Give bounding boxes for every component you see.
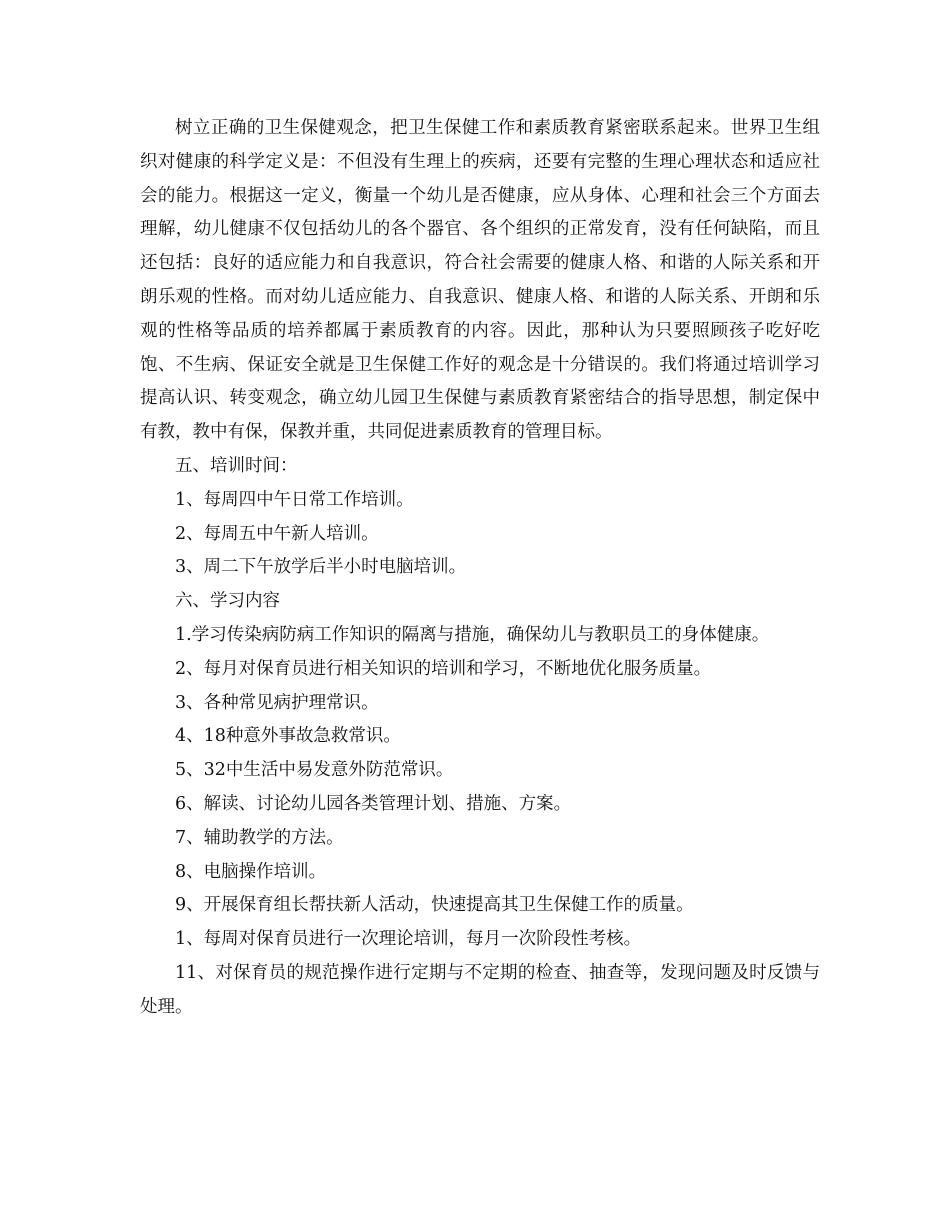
section-5-item: 1、每周四中午日常工作培训。 [175, 489, 414, 510]
section-6-item: 2、每月对保育员进行相关知识的培训和学习，不断地优化服务质量。 [175, 658, 712, 679]
section-6-item: 8、电脑操作培训。 [175, 861, 327, 882]
section-6-item: 1、每周对保育员进行一次理论培训，每月一次阶段性考核。 [175, 929, 642, 950]
section-5-item: 2、每周五中午新人培训。 [175, 523, 379, 544]
document-body [140, 112, 820, 1025]
section-6-item: 9、开展保育组长帮扶新人活动，快速提高其卫生保健工作的质量。 [175, 895, 694, 916]
section-6-item: 5、32中生活中易发意外防范常识。 [175, 760, 454, 781]
section-6-item: 7、辅助教学的方法。 [175, 827, 344, 848]
section-6-heading: 六、学习内容 [175, 591, 280, 612]
intro-paragraph: 树立正确的卫生保健观念，把卫生保健工作和素质教育紧密联系起来。世界卫生组织对健康的科学定义是：不但没有生理上的疾病，还要有完整的生理心理状态和适应社会的能力。根据这一定义，衡量一个幼儿是否健康，应从身体、心理和社会三个方面去理解，幼儿健康不仅包括幼儿的各个器官、各个组织的正常发育，没有任何缺陷，而且还包括：良好的适应能力和自我意识，符合社会需要的健康人格、和谐的人际关系和开朗乐观的性格。而对幼儿适应能力、自我意识、健康人格、和谐的人际关系、开朗和乐观的性格等品质的培养都属于素质教育的内容。因此，那种认为只要照顾孩子吃好吃饱、不生病、保证安全就是卫生保健工作好的观念是十分错误的。我们将通过培训学习提高认识、转变观念，确立幼儿园卫生保健与素质教育紧密结合的指导思想，制定保中有教，教中有保，保教并重，共同促进素质教育的管理目标。 [140, 118, 820, 443]
section-6-item: 3、各种常见病护理常识。 [175, 692, 379, 713]
section-6-item: 11、对保育员的规范操作进行定期与不定期的检查、抽查等，发现问题及时反馈与处理。 [140, 962, 820, 1017]
section-6-item: 1.学习传染病防病工作知识的隔离与措施，确保幼儿与教职员工的身体健康。 [175, 624, 770, 645]
section-6-item: 6、解读、讨论幼儿园各类管理计划、措施、方案。 [175, 793, 572, 814]
section-6-item: 4、18种意外事故急救常识。 [175, 726, 401, 747]
section-5-item: 3、周二下午放学后半小时电脑培训。 [175, 557, 467, 578]
section-5-heading: 五、培训时间： [175, 455, 298, 476]
